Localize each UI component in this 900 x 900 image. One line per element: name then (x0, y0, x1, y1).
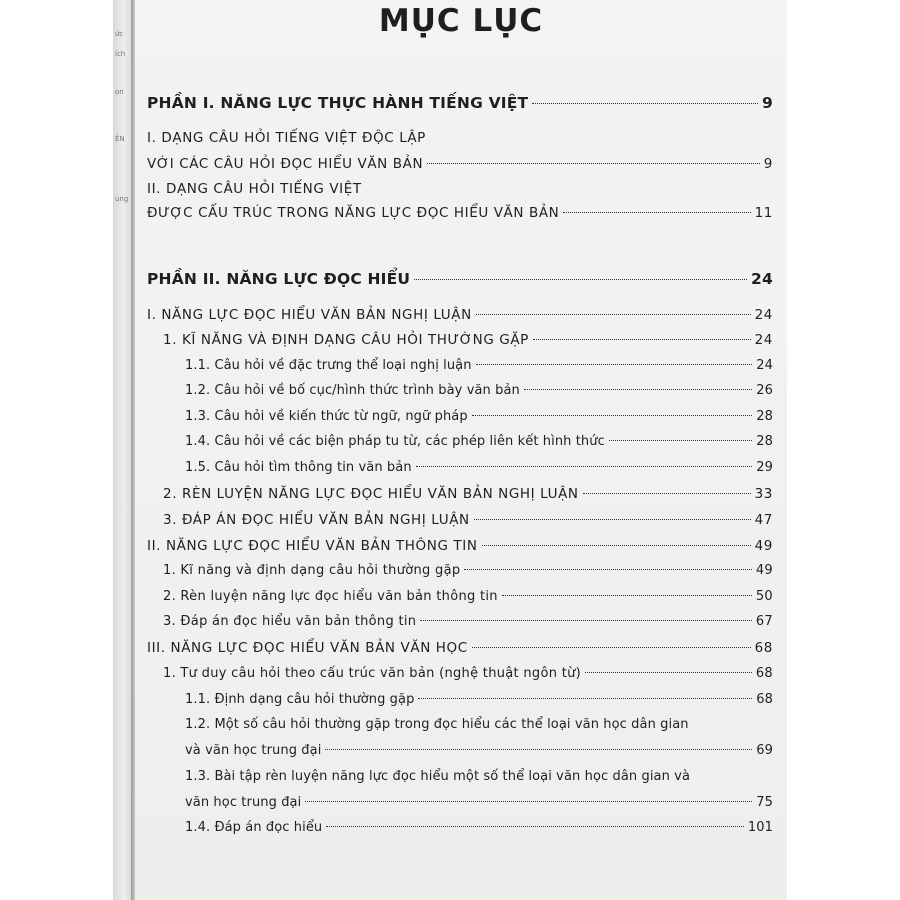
toc-label: và văn học trung đại (185, 743, 322, 758)
toc-page-number: 49 (754, 538, 773, 554)
dot-leader (609, 440, 752, 441)
toc-label: II. NĂNG LỰC ĐỌC HIỂU VĂN BẢN THÔNG TIN (147, 538, 478, 554)
dot-leader (472, 647, 751, 648)
toc-label: 1.1. Định dạng câu hỏi thường gặp (185, 692, 415, 707)
toc-entry-item (185, 743, 773, 758)
toc-page-number: 50 (755, 589, 773, 604)
left-page-fragment: ÊN (115, 135, 125, 143)
dot-leader (563, 212, 750, 213)
toc-page-number: 24 (754, 332, 773, 348)
dot-leader (427, 163, 760, 164)
toc-entry-item (185, 795, 773, 810)
toc-label: 2. Rèn luyện năng lực đọc hiểu văn bản thông tin (163, 589, 498, 604)
table-of-contents (135, 0, 787, 900)
toc-label: 1.4. Câu hỏi về các biện pháp tu từ, các phép liên kết hình thức (185, 434, 605, 449)
toc-entry-part-2 (147, 270, 773, 288)
background-right (787, 0, 900, 900)
dot-leader (533, 339, 751, 340)
dot-leader (472, 415, 753, 416)
dot-leader (474, 519, 751, 520)
toc-label: văn học trung đại (185, 795, 302, 810)
toc-label: 1. Tư duy câu hỏi theo cấu trúc văn bản (nghệ thuật ngôn từ) (163, 666, 582, 681)
dot-leader (305, 801, 752, 802)
dot-leader (476, 364, 753, 365)
left-page-fragment: ức (115, 30, 124, 38)
dot-leader (414, 279, 747, 280)
dot-leader (502, 595, 752, 596)
left-page-edge (113, 0, 131, 900)
toc-page-number: 28 (756, 434, 773, 449)
page-title: MỤC LỤC (378, 3, 544, 39)
dot-leader (583, 493, 751, 494)
toc-label: 1.5. Câu hỏi tìm thông tin văn bản (185, 460, 412, 475)
toc-entry-subsection (163, 332, 773, 348)
dot-leader (482, 545, 751, 546)
toc-page-number: 24 (754, 307, 773, 323)
toc-entry-item (185, 383, 773, 398)
toc-page-number: 9 (763, 156, 773, 172)
toc-entry-section (147, 538, 773, 554)
toc-page-number: 67 (755, 614, 773, 629)
toc-page-number: 33 (754, 486, 773, 502)
dot-leader (524, 389, 752, 390)
toc-entry-section (147, 156, 773, 172)
toc-page (135, 0, 787, 900)
toc-label: PHẦN II. NĂNG LỰC ĐỌC HIỂU (147, 270, 411, 288)
toc-label: 2. RÈN LUYỆN NĂNG LỰC ĐỌC HIỂU VĂN BẢN NGHỊ LUẬN (163, 486, 579, 502)
toc-entry-item (185, 434, 773, 449)
toc-page-number: 26 (756, 383, 773, 398)
left-page-fragment: ích (115, 50, 126, 58)
toc-label: PHẦN I. NĂNG LỰC THỰC HÀNH TIẾNG VIỆT (147, 94, 529, 112)
dot-leader (585, 672, 752, 673)
toc-page-number: 24 (751, 270, 773, 288)
toc-entry-line: II. DẠNG CÂU HỎI TIẾNG VIỆT (147, 181, 362, 197)
toc-entry-line: 1.3. Bài tập rèn luyện năng lực đọc hiểu một số thể loại văn học dân gian và (185, 769, 691, 784)
dot-leader (532, 103, 758, 104)
dot-leader (420, 620, 752, 621)
toc-page-number: 49 (755, 563, 773, 578)
toc-page-number: 24 (756, 358, 773, 373)
toc-label: VỚI CÁC CÂU HỎI ĐỌC HIỂU VĂN BẢN (147, 156, 424, 172)
dot-leader (418, 698, 752, 699)
toc-entry-item (185, 409, 773, 424)
toc-page-number: 68 (754, 640, 773, 656)
toc-label: ĐƯỢC CẤU TRÚC TRONG NĂNG LỰC ĐỌC HIỂU VĂN BẢN (147, 205, 560, 221)
toc-page-number: 68 (755, 666, 773, 681)
toc-page-number: 75 (756, 795, 773, 810)
toc-entry-item (185, 692, 773, 707)
dot-leader (476, 314, 751, 315)
toc-page-number: 101 (747, 820, 773, 835)
toc-page-number: 47 (754, 512, 773, 528)
toc-label: 1.4. Đáp án đọc hiểu (185, 820, 323, 835)
toc-entry-subsection (163, 614, 773, 629)
toc-page-number: 11 (754, 205, 773, 221)
toc-label: I. NĂNG LỰC ĐỌC HIỂU VĂN BẢN NGHỊ LUẬN (147, 307, 472, 323)
dot-leader (416, 466, 753, 467)
toc-page-number: 28 (756, 409, 773, 424)
toc-entry-item (185, 460, 773, 475)
toc-entry-subsection (163, 589, 773, 604)
toc-label: 1.3. Câu hỏi về kiến thức từ ngữ, ngữ pháp (185, 409, 468, 424)
toc-entry-line: I. DẠNG CÂU HỎI TIẾNG VIỆT ĐỘC LẬP (147, 130, 426, 146)
toc-entry-section (147, 640, 773, 656)
toc-page-number: 68 (756, 692, 773, 707)
toc-entry-subsection (163, 666, 773, 681)
toc-page-number: 69 (756, 743, 773, 758)
dot-leader (325, 749, 752, 750)
toc-entry-part-1 (147, 94, 773, 112)
toc-label: III. NĂNG LỰC ĐỌC HIỂU VĂN BẢN VĂN HỌC (147, 640, 468, 656)
toc-entry-subsection (163, 512, 773, 528)
toc-label: 1.1. Câu hỏi về đặc trưng thể loại nghị luận (185, 358, 472, 373)
toc-entry-item (185, 358, 773, 373)
toc-entry-section (147, 307, 773, 323)
toc-page-number: 29 (756, 460, 773, 475)
dot-leader (326, 826, 744, 827)
toc-label: 3. Đáp án đọc hiểu văn bản thông tin (163, 614, 417, 629)
toc-entry-line: 1.2. Một số câu hỏi thường gặp trong đọc hiểu các thể loại văn học dân gian (185, 717, 689, 732)
toc-label: 1.2. Câu hỏi về bố cục/hình thức trình bày văn bản (185, 383, 520, 398)
toc-label: 3. ĐÁP ÁN ĐỌC HIỂU VĂN BẢN NGHỊ LUẬN (163, 512, 470, 528)
toc-label: 1. KĨ NĂNG VÀ ĐỊNH DẠNG CÂU HỎI THƯỜNG GẶP (163, 332, 529, 348)
toc-entry-item (185, 820, 773, 835)
toc-page-number: 9 (762, 94, 773, 112)
left-page-fragment: ọn (115, 88, 124, 96)
toc-label: 1. Kĩ năng và định dạng câu hỏi thường gặp (163, 563, 461, 578)
toc-entry-subsection (163, 563, 773, 578)
left-page-fragment: ung (115, 195, 129, 203)
toc-entry-section (147, 205, 773, 221)
dot-leader (464, 569, 751, 570)
toc-entry-subsection (163, 486, 773, 502)
